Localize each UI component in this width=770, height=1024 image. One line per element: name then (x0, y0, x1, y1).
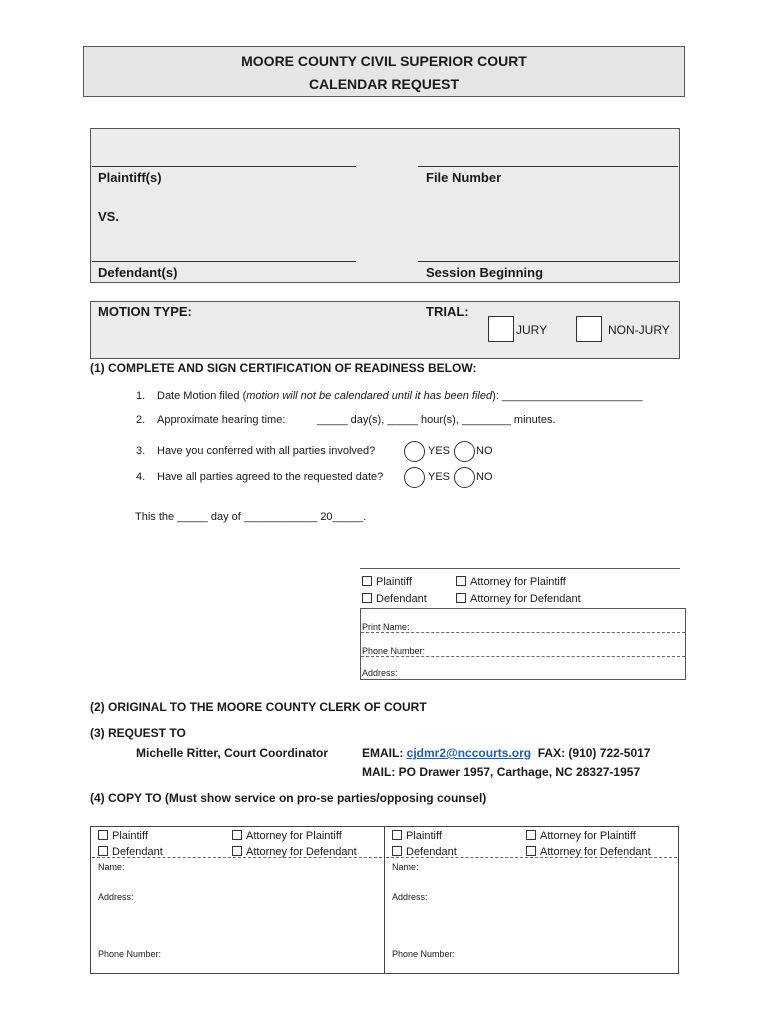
copy2-opt-atty-plaintiff[interactable]: Attorney for Plaintiff (526, 830, 636, 842)
sig-opt-plaintiff[interactable]: Plaintiff (362, 576, 412, 588)
checkbox-icon[interactable] (456, 576, 466, 586)
phone-number-label: Phone Number: (362, 646, 426, 656)
copy1-opt-defendant[interactable]: Defendant (98, 846, 163, 858)
item4-yes-radio[interactable] (404, 467, 425, 488)
copy2-separator (386, 857, 677, 858)
item4-number: 4. (136, 471, 146, 483)
checkbox-icon[interactable] (98, 830, 108, 840)
copy2-opt-atty-defendant[interactable]: Attorney for Defendant (526, 846, 651, 858)
checkbox-icon[interactable] (232, 830, 242, 840)
item4-no-label: NO (476, 471, 493, 483)
item1-number: 1. (136, 390, 146, 402)
section3-heading: (3) REQUEST TO (90, 726, 186, 740)
item2-number: 2. (136, 414, 146, 426)
copy2-name-label: Name: (392, 862, 419, 872)
coordinator-contact (362, 746, 650, 760)
checkbox-icon[interactable] (526, 846, 536, 856)
item3-yes-radio[interactable] (404, 441, 425, 462)
print-name-line[interactable] (361, 632, 685, 633)
checkbox-icon[interactable] (362, 576, 372, 586)
court-title: MOORE COUNTY CIVIL SUPERIOR COURT (241, 53, 527, 69)
sig-opt-atty-plaintiff[interactable]: Attorney for Plaintiff (456, 576, 566, 588)
copy2-opt-defendant[interactable]: Defendant (392, 846, 457, 858)
item4-yes-label: YES (428, 471, 451, 483)
form-title-box (83, 46, 685, 97)
email-link[interactable]: cjdmr2@nccourts.org (406, 746, 532, 760)
item3-text: Have you conferred with all parties involved? (157, 445, 376, 457)
copy2-address-label: Address: (392, 892, 428, 902)
nonjury-checkbox[interactable] (576, 316, 602, 342)
copy1-opt-atty-defendant[interactable]: Attorney for Defendant (232, 846, 357, 858)
item1-text: Date Motion filed (motion will not be calendared until it has been filed): _______________________ (157, 390, 643, 402)
nonjury-label: NON-JURY (608, 323, 670, 337)
parties-box (90, 128, 680, 283)
checkbox-icon[interactable] (392, 846, 402, 856)
date-line[interactable]: This the _____ day of ____________ 20_____. (135, 511, 367, 523)
file-number-line[interactable] (418, 166, 678, 167)
session-line[interactable] (418, 261, 678, 262)
fax-number: FAX: (910) 722-5017 (537, 746, 651, 760)
hearing-time-blanks[interactable]: _____ day(s), _____ hour(s), ________ minutes. (317, 414, 556, 426)
jury-label: JURY (516, 323, 548, 337)
item4-no-radio[interactable] (454, 467, 475, 488)
sig-opt-atty-defendant[interactable]: Attorney for Defendant (456, 593, 581, 605)
email-label: EMAIL: (362, 746, 404, 760)
mail-address: MAIL: PO Drawer 1957, Carthage, NC 28327-1957 (362, 765, 641, 779)
section4-heading: (4) COPY TO (Must show service on pro-se parties/opposing counsel) (90, 791, 487, 805)
file-number-label: File Number (426, 170, 502, 185)
item3-no-radio[interactable] (454, 441, 475, 462)
item3-no-label: NO (476, 445, 493, 457)
print-name-label: Print Name: (362, 622, 410, 632)
item2-text: Approximate hearing time: (157, 414, 286, 426)
sig-opt-defendant[interactable]: Defendant (362, 593, 427, 605)
item3-yes-label: YES (428, 445, 451, 457)
checkbox-icon[interactable] (526, 830, 536, 840)
copy1-opt-plaintiff[interactable]: Plaintiff (98, 830, 148, 842)
phone-number-line[interactable] (361, 656, 685, 657)
plaintiff-line[interactable] (92, 166, 356, 167)
item4-text: Have all parties agreed to the requested date? (157, 471, 384, 483)
copy1-address-label: Address: (98, 892, 134, 902)
address-label: Address: (362, 668, 398, 678)
section1-heading: (1) COMPLETE AND SIGN CERTIFICATION OF READINESS BELOW: (90, 361, 477, 375)
section2-heading: (2) ORIGINAL TO THE MOORE COUNTY CLERK OF COURT (90, 700, 427, 714)
trial-label: TRIAL: (426, 304, 469, 319)
checkbox-icon[interactable] (392, 830, 402, 840)
vs-label: VS. (98, 209, 119, 224)
copy-to-divider (384, 826, 385, 974)
motion-type-label: MOTION TYPE: (98, 304, 192, 319)
copy1-phone-label: Phone Number: (98, 949, 162, 959)
checkbox-icon[interactable] (456, 593, 466, 603)
checkbox-icon[interactable] (232, 846, 242, 856)
copy2-opt-plaintiff[interactable]: Plaintiff (392, 830, 442, 842)
copy1-name-label: Name: (98, 862, 125, 872)
signer-info-box (360, 608, 686, 680)
jury-checkbox[interactable] (488, 316, 514, 342)
copy1-separator (92, 857, 382, 858)
coordinator-name: Michelle Ritter, Court Coordinator (136, 746, 329, 760)
checkbox-icon[interactable] (98, 846, 108, 856)
signature-line[interactable] (360, 568, 680, 569)
session-label: Session Beginning (426, 265, 544, 280)
defendant-label: Defendant(s) (98, 265, 178, 280)
form-title: CALENDAR REQUEST (308, 76, 460, 92)
checkbox-icon[interactable] (362, 593, 372, 603)
item3-number: 3. (136, 445, 146, 457)
copy2-phone-label: Phone Number: (392, 949, 456, 959)
defendant-line[interactable] (92, 261, 356, 262)
plaintiff-label: Plaintiff(s) (98, 170, 162, 185)
copy1-opt-atty-plaintiff[interactable]: Attorney for Plaintiff (232, 830, 342, 842)
